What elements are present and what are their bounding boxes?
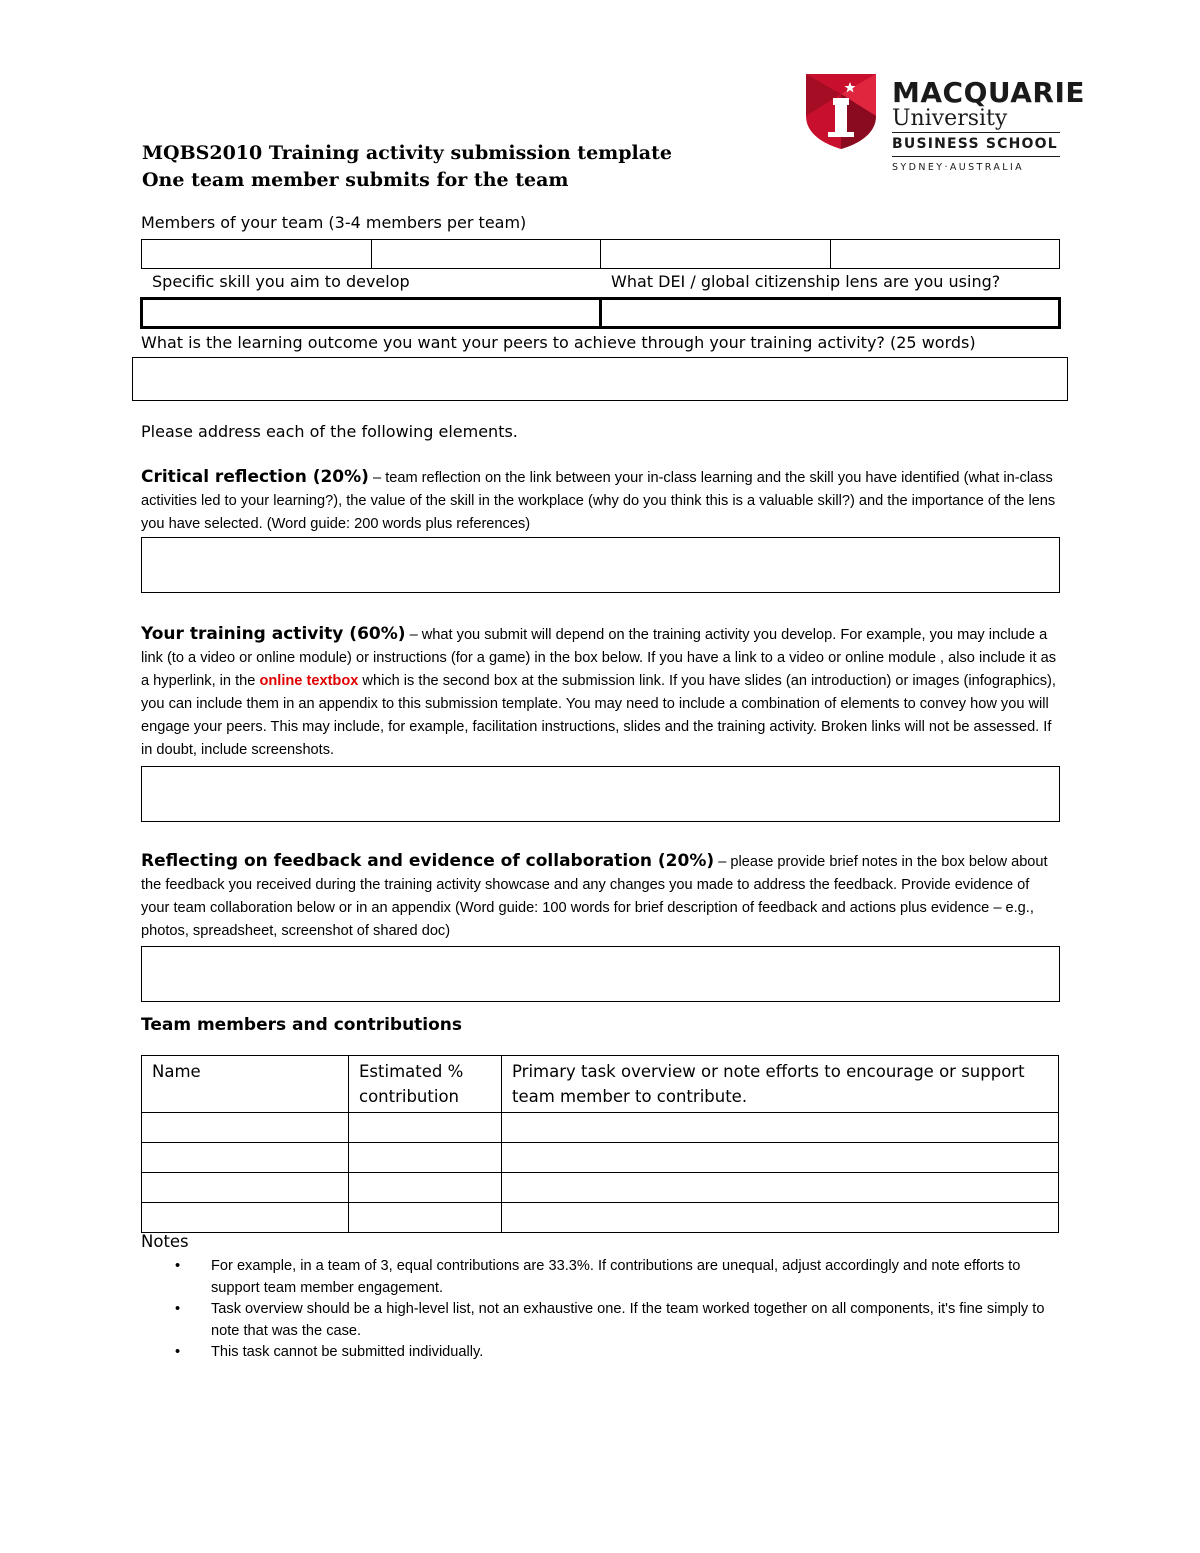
feedback-dash: – (714, 854, 731, 870)
bullet-icon: • (175, 1301, 181, 1317)
lighthouse-tower (835, 104, 847, 132)
member-field-2[interactable] (371, 240, 601, 269)
table-row (142, 1173, 1059, 1203)
skill-label: Specific skill you aim to develop (152, 272, 410, 291)
logo-divider (892, 132, 1060, 133)
lighthouse-base (828, 132, 854, 137)
notes-label: Notes (141, 1232, 189, 1251)
table-header-row (142, 1056, 1059, 1113)
logo-wordmark-macquarie: MACQUARIE (892, 76, 1086, 109)
note-text: Task overview should be a high-level list, not an exhaustive one. If the team worked together on all components, it's fine simply to note that was the case. (211, 1301, 1045, 1339)
outcome-field[interactable] (132, 357, 1068, 401)
training-activity-text: what you submit will depend on the training activity you develop. For example, you may include a link (to a video or online module) or instructions (for a game) in the box below. If you have a link to a video or online module , also include it as a hyperlink, in the (141, 627, 1057, 689)
online-textbox-highlight: online textbox (259, 673, 359, 689)
notes-list (141, 1256, 1061, 1364)
table-row (142, 1113, 1059, 1143)
member-field-3[interactable] (601, 240, 831, 269)
logo-wordmark-university: University (892, 106, 1008, 131)
note-text: This task cannot be submitted individually. (211, 1344, 484, 1360)
critical-reflection-field[interactable] (141, 537, 1060, 593)
task-overview-cell[interactable] (502, 1173, 1059, 1203)
bullet-icon: • (175, 1258, 181, 1274)
training-activity-text-2: which is the second box at the submission link. If you have slides (an introduction) or images (infographics), you can include them in an appendix to this submission template. You may need to include a combination of elements to convey how you will engage your peers. This may include, for example, facilitation instructions, slides and the training activity. Broken links will not be assessed. If in doubt, include screenshots. (141, 673, 1056, 758)
name-cell[interactable] (142, 1143, 349, 1173)
logo-wordmark-business-school: BUSINESS SCHOOL (892, 136, 1058, 152)
bullet-icon: • (175, 1344, 181, 1360)
task-overview-cell[interactable] (502, 1113, 1059, 1143)
skill-field[interactable] (140, 297, 602, 329)
document-title: MQBS2010 Training activity submission template (142, 142, 672, 164)
table-row (142, 1143, 1059, 1173)
lens-field[interactable] (599, 297, 1061, 329)
training-activity-section (141, 623, 1061, 762)
contribution-cell[interactable] (349, 1143, 502, 1173)
task-overview-cell[interactable] (502, 1203, 1059, 1233)
column-header-task-overview: Primary task overview or note efforts to encourage or support team member to contribute. (502, 1056, 1059, 1113)
members-label: Members of your team (3-4 members per team) (141, 213, 527, 232)
lighthouse-top (833, 98, 849, 105)
training-activity-heading: Your training activity (60%) (141, 624, 406, 644)
feedback-text: please provide brief notes in the box below about the feedback you received during the training activity showcase and any changes you made to address the feedback. Provide evidence of your team collaboration below or in an appendix (Word guide: 100 words for brief description of feedback and actions plus evidence – e.g., photos, spreadsheet, screenshot of shared doc) (141, 854, 1048, 939)
training-activity-field[interactable] (141, 766, 1060, 822)
member-field-1[interactable] (142, 240, 372, 269)
members-table (141, 239, 1060, 269)
feedback-heading: Reflecting on feedback and evidence of collaboration (20%) (141, 851, 715, 871)
member-field-4[interactable] (830, 240, 1060, 269)
name-cell[interactable] (142, 1113, 349, 1143)
critical-reflection-dash: – (368, 470, 386, 486)
logo-divider-2 (892, 156, 1060, 157)
contribution-cell[interactable] (349, 1173, 502, 1203)
feedback-section (141, 850, 1061, 943)
university-logo (806, 74, 876, 149)
list-item (175, 1256, 1061, 1299)
document-subtitle: One team member submits for the team (142, 169, 569, 191)
table-row (142, 1203, 1059, 1233)
instructions-text: Please address each of the following elements. (141, 422, 518, 441)
name-cell[interactable] (142, 1203, 349, 1233)
column-header-contribution: Estimated % contribution (349, 1056, 502, 1113)
name-cell[interactable] (142, 1173, 349, 1203)
training-activity-dash: – (405, 627, 422, 643)
column-header-name: Name (142, 1056, 349, 1113)
team-contributions-heading: Team members and contributions (141, 1015, 463, 1035)
list-item (175, 1299, 1061, 1342)
list-item (175, 1342, 1061, 1364)
critical-reflection-heading: Critical reflection (20%) (141, 467, 369, 487)
note-text: For example, in a team of 3, equal contributions are 33.3%. If contributions are unequal, adjust accordingly and note efforts to support team member engagement. (211, 1258, 1021, 1296)
outcome-label: What is the learning outcome you want your peers to achieve through your training activity? (25 words) (141, 333, 976, 352)
task-overview-cell[interactable] (502, 1143, 1059, 1173)
lens-label: What DEI / global citizenship lens are you using? (611, 272, 1001, 291)
contribution-cell[interactable] (349, 1113, 502, 1143)
logo-wordmark-location: SYDNEY·AUSTRALIA (892, 162, 1025, 173)
critical-reflection-text: team reflection on the link between your in-class learning and the skill you have identified (what in-class activities led to your learning?), the value of the skill in the workplace (why do you think this is a valuable skill?) and the importance of the lens you have selected. (Word guide: 200 words plus references) (141, 470, 1056, 532)
feedback-field[interactable] (141, 946, 1060, 1002)
team-contributions-table (141, 1055, 1059, 1233)
contribution-cell[interactable] (349, 1203, 502, 1233)
critical-reflection-section (141, 466, 1061, 536)
